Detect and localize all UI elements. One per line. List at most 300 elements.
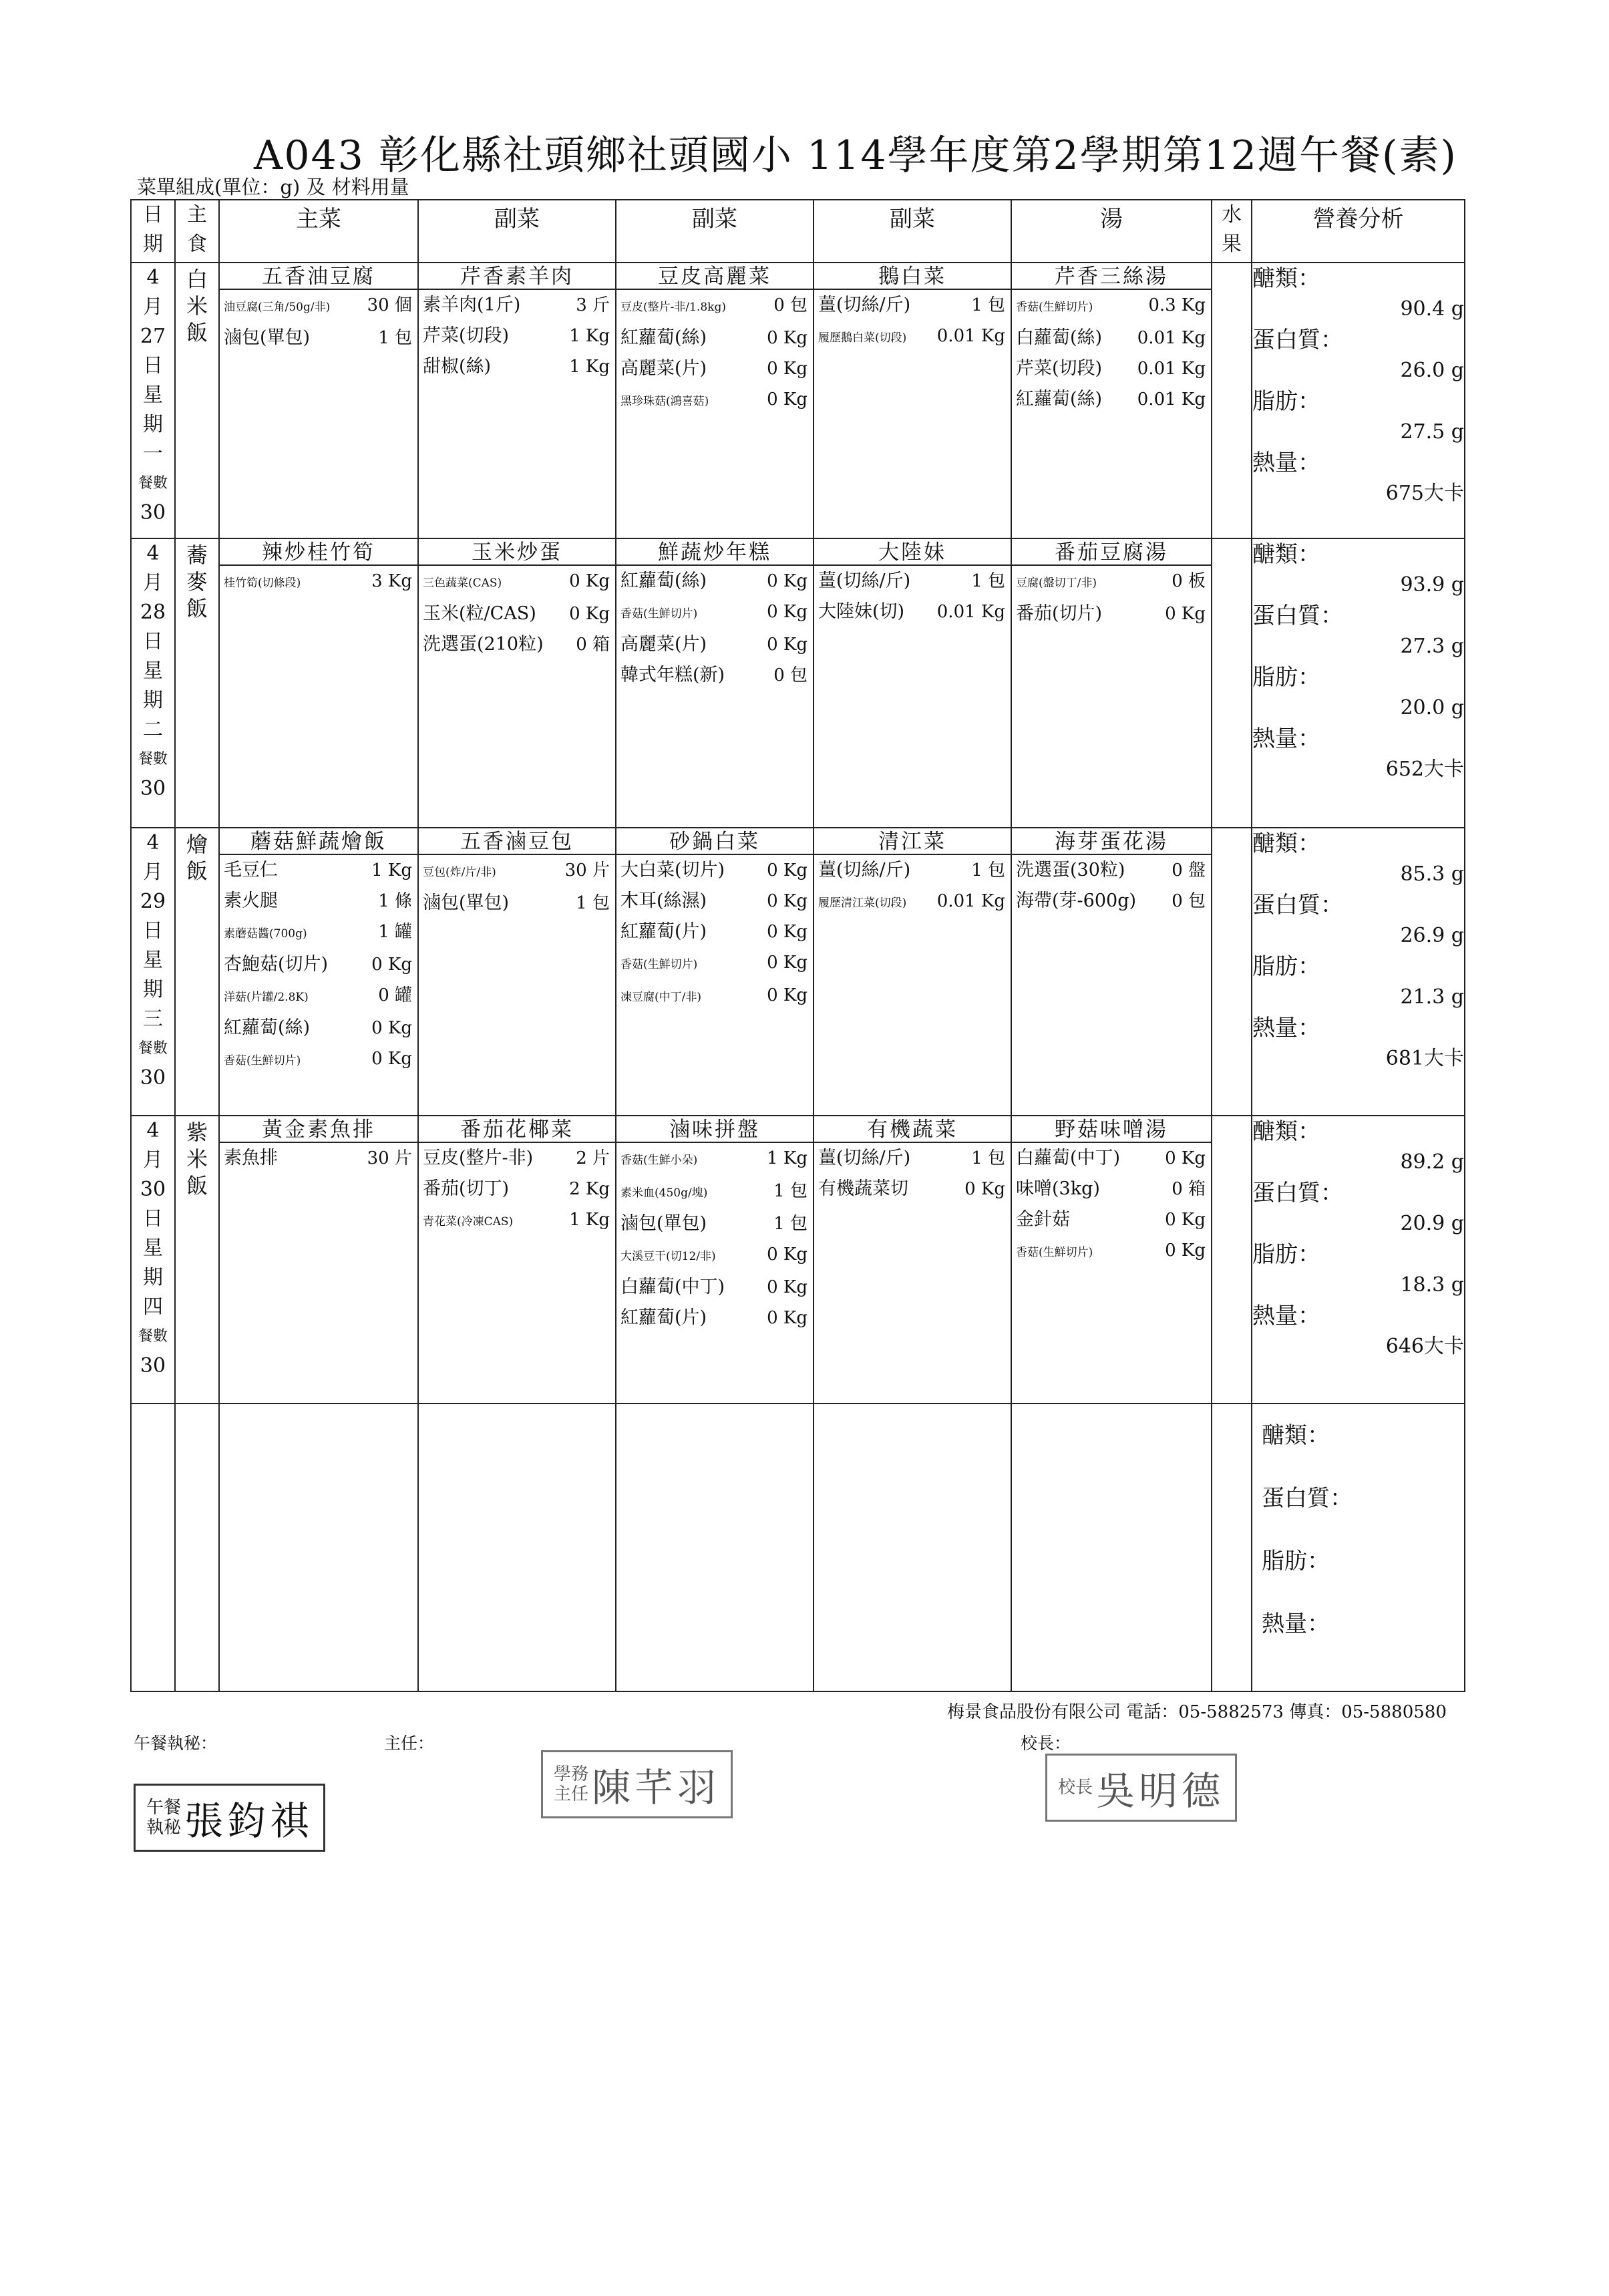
- ingredient-qty: 1 包: [971, 1148, 1005, 1169]
- ingredient-name: 高麗菜(片): [620, 358, 707, 379]
- fat-value: 20.0 g: [1400, 696, 1464, 720]
- ingredient-name: 大陸妹(切): [818, 601, 905, 623]
- ingredient-name: 紅蘿蔔(片): [620, 921, 707, 943]
- ingredient-qty: 1 包: [773, 1181, 808, 1202]
- ingredient-qty: 0 Kg: [767, 1245, 808, 1265]
- ingredient-name: 香菇(生鮮切片): [620, 607, 698, 621]
- meals-label: 餐數: [138, 1040, 168, 1057]
- ingredient-name: 豆包(炸/片/非): [423, 866, 496, 880]
- dish-cell: [219, 828, 418, 1116]
- ingredient-name: 甜椒(絲): [423, 356, 492, 377]
- ingredient-qty: 0 Kg: [767, 389, 808, 410]
- ingredient-row: [220, 886, 417, 917]
- ingredient-name: 履歷清江菜(切段): [818, 896, 907, 911]
- carbs-value: 93.9 g: [1400, 573, 1464, 597]
- staple-cell: [175, 538, 219, 828]
- ingredient-name: 香菇(生鮮切片): [1016, 301, 1093, 315]
- staple-char: 紫: [186, 1120, 208, 1146]
- day-row: [131, 538, 1465, 828]
- ingredient-name: 履歷鵝白菜(切段): [818, 331, 907, 345]
- date-char: 期: [143, 413, 163, 437]
- ingredient-name: 黑珍珠菇(鴻喜菇): [620, 395, 709, 409]
- ingredient-row: [419, 566, 615, 599]
- date-char: 三: [143, 1007, 163, 1031]
- ingredient-row: [220, 323, 417, 353]
- dish-name: 黃金素魚排: [220, 1116, 417, 1143]
- ingredient-qty: 0 Kg: [767, 1277, 808, 1298]
- ingredient-row: [1012, 566, 1211, 599]
- ingredient-qty: 1 Kg: [371, 860, 412, 881]
- ingredient-row: [814, 1174, 1011, 1204]
- ingredient-row: [814, 855, 1011, 886]
- date-char: 二: [143, 718, 163, 742]
- dish-name: 鵝白菜: [814, 263, 1011, 290]
- ingredient-row: [616, 629, 813, 660]
- ingredient-row: [814, 1143, 1011, 1174]
- ingredient-qty: 0 Kg: [371, 1049, 412, 1070]
- energy-value: 681大卡: [1385, 1047, 1464, 1071]
- dish-name: 砂鍋白菜: [616, 828, 813, 855]
- empty-cell: [1212, 1404, 1252, 1691]
- dish-cell: [418, 828, 616, 1116]
- meals-count: 30: [140, 777, 166, 801]
- ingredient-qty: 0 Kg: [767, 359, 808, 379]
- ingredient-name: 金針菇: [1016, 1209, 1070, 1231]
- fruit-cell: [1212, 538, 1252, 828]
- empty-cell: [1011, 1404, 1212, 1691]
- ingredient-qty: 3 斤: [576, 295, 610, 316]
- date-char: 日: [143, 1207, 163, 1231]
- ingredient-row: [1012, 384, 1211, 415]
- ingredient-qty: 0.3 Kg: [1148, 295, 1206, 316]
- ingredient-name: 滷包(單包): [620, 1213, 707, 1235]
- ingredient-qty: 1 罐: [378, 922, 412, 943]
- ingredient-qty: 0.01 Kg: [936, 891, 1005, 912]
- ingredient-qty: 0 Kg: [767, 891, 808, 912]
- protein-label: 蛋白質：: [1252, 603, 1343, 630]
- ingredient-row: [220, 917, 417, 949]
- empty-row: [131, 1404, 1465, 1691]
- principal-name: 吳明德: [1096, 1768, 1225, 1814]
- ingredient-name: 洗選蛋(30粒): [1016, 860, 1125, 881]
- dish-cell: [814, 538, 1011, 828]
- ingredient-name: 紅蘿蔔(絲): [620, 570, 707, 592]
- ingredient-row: [1012, 886, 1211, 917]
- ingredient-qty: 0 Kg: [767, 860, 808, 881]
- ingredient-row: [616, 1303, 813, 1333]
- energy-label: 熱量：: [1252, 1015, 1320, 1042]
- ingredient-row: [1012, 1143, 1211, 1174]
- dish-cell: [1011, 538, 1212, 828]
- dish-name: 五香油豆腐: [220, 263, 417, 290]
- ingredient-qty: 0 板: [1172, 571, 1206, 592]
- dish-name: 番茄豆腐湯: [1012, 539, 1211, 566]
- empty-cell: [814, 1404, 1011, 1691]
- ingredient-name: 素羊肉(1斤): [423, 295, 521, 316]
- ingredient-name: 油豆腐(三角/50g/非): [224, 301, 331, 315]
- date-char: 星: [143, 659, 163, 683]
- date-char: 一: [143, 442, 163, 466]
- ingredient-qty: 30 片: [367, 1148, 412, 1169]
- ingredient-row: [616, 855, 813, 886]
- menu-table: [130, 199, 1465, 1692]
- ingredient-name: 豆皮(整片-非): [423, 1148, 534, 1169]
- meals-label: 餐數: [138, 475, 168, 492]
- col-nutrition: 營養分析: [1252, 200, 1465, 263]
- meals-label: 餐數: [138, 1328, 168, 1345]
- ingredient-qty: 1 Kg: [569, 326, 610, 347]
- staple-cell: [175, 263, 219, 538]
- fat-label: 脂肪：: [1252, 388, 1320, 416]
- carbs-value: 89.2 g: [1400, 1150, 1464, 1174]
- date-char: 期: [143, 689, 163, 713]
- ingredient-qty: 0 Kg: [767, 602, 808, 623]
- staple-cell: [175, 828, 219, 1116]
- dish-cell: [814, 828, 1011, 1116]
- ingredient-qty: 1 包: [378, 328, 412, 349]
- energy-value: 675大卡: [1385, 482, 1464, 506]
- carbs-label: 醣類：: [1252, 1118, 1320, 1146]
- dish-name: 鮮蔬炒年糕: [616, 539, 813, 566]
- ingredient-qty: 0 Kg: [1165, 604, 1206, 625]
- company-info: 梅景食品股份有限公司 電話：05-5882573 傳真：05-5880580: [947, 1702, 1447, 1722]
- ingredient-qty: 3 Kg: [371, 571, 412, 592]
- ingredient-name: 桂竹筍(切條段): [224, 577, 301, 591]
- stamp-small-text: 學務: [554, 1764, 589, 1784]
- ingredient-row: [616, 1208, 813, 1239]
- dish-name: 大陸妹: [814, 539, 1011, 566]
- empty-cell: [175, 1404, 219, 1691]
- ingredient-row: [616, 947, 813, 980]
- fat-label: 脂肪：: [1252, 1241, 1320, 1269]
- ingredient-row: [616, 886, 813, 917]
- ingredient-qty: 1 包: [971, 295, 1005, 316]
- meals-label: 餐數: [138, 751, 168, 768]
- ingredient-row: [220, 566, 417, 599]
- dish-cell: [616, 538, 814, 828]
- fruit-cell: [1212, 828, 1252, 1116]
- meals-count: 30: [140, 1066, 166, 1090]
- ingredient-row: [1012, 290, 1211, 323]
- col-soup: 湯: [1011, 200, 1212, 263]
- ingredient-name: 素魚排: [224, 1148, 278, 1169]
- stamp-small-text: 校長: [1058, 1778, 1093, 1798]
- date-char: 星: [143, 949, 163, 973]
- ingredient-name: 豆腐(盤切丁/非): [1016, 577, 1097, 591]
- dish-cell: [616, 828, 814, 1116]
- protein-label: 蛋白質：: [1262, 1485, 1353, 1512]
- nutrition-cell: [1252, 828, 1465, 1116]
- dish-name: 海芽蛋花湯: [1012, 828, 1211, 855]
- carbs-label: 醣類：: [1252, 265, 1320, 293]
- protein-label: 蛋白質：: [1252, 892, 1343, 919]
- carbs-label: 醣類：: [1252, 541, 1320, 568]
- principal-label: 校長：: [1021, 1734, 1071, 1753]
- staple-char: 米: [186, 1146, 208, 1172]
- ingredient-name: 海帶(芽-600g): [1016, 890, 1137, 912]
- ingredient-name: 毛豆仁: [224, 860, 278, 881]
- staple-char: 蕎: [186, 542, 208, 568]
- date-char: 星: [143, 1237, 163, 1261]
- fat-label: 脂肪：: [1262, 1548, 1330, 1575]
- day-row: [131, 1116, 1465, 1404]
- date-cell: [131, 538, 175, 828]
- dish-name: 辣炒桂竹筍: [220, 539, 417, 566]
- dish-cell: [219, 538, 418, 828]
- ingredient-row: [1012, 1204, 1211, 1235]
- dish-cell: [616, 263, 814, 538]
- ingredient-row: [419, 599, 615, 629]
- ingredient-qty: 1 包: [576, 893, 610, 914]
- date-char: 28: [140, 601, 166, 625]
- ingredient-name: 番茄(切片): [1016, 603, 1103, 625]
- protein-value: 26.9 g: [1400, 924, 1464, 948]
- dish-name: 番茄花椰菜: [419, 1116, 615, 1143]
- nutrition-cell: [1252, 1116, 1465, 1404]
- col-side3: 副菜: [814, 200, 1011, 263]
- ingredient-qty: 0 Kg: [1165, 1210, 1206, 1231]
- date-char: 月: [143, 860, 163, 884]
- ingredient-qty: 0 箱: [576, 635, 610, 655]
- col-staple: 主 食: [175, 200, 219, 263]
- ingredient-name: 大溪豆干(切12/非): [620, 1250, 716, 1264]
- dish-cell: [219, 263, 418, 538]
- ingredient-row: [220, 1013, 417, 1043]
- staple-char: 米: [186, 293, 208, 319]
- ingredient-qty: 0 Kg: [767, 1308, 808, 1329]
- dish-cell: [814, 1116, 1011, 1404]
- carbs-value: 85.3 g: [1400, 862, 1464, 886]
- ingredient-row: [814, 566, 1011, 597]
- ingredient-qty: 1 Kg: [569, 357, 610, 377]
- dish-name: 蘑菇鮮蔬燴飯: [220, 828, 417, 855]
- meals-count: 30: [140, 1354, 166, 1378]
- ingredient-row: [220, 855, 417, 886]
- stamp-small-text: 午餐: [146, 1798, 182, 1818]
- energy-label: 熱量：: [1252, 450, 1320, 477]
- ingredient-row: [814, 597, 1011, 627]
- date-char: 月: [143, 571, 163, 595]
- ingredient-row: [814, 290, 1011, 321]
- ingredient-name: 香菇(生鮮切片): [620, 958, 698, 972]
- protein-value: 26.0 g: [1400, 359, 1464, 383]
- ingredient-name: 紅蘿蔔(絲): [620, 327, 707, 349]
- energy-label: 熱量：: [1252, 725, 1320, 753]
- carbs-label: 醣類：: [1262, 1422, 1330, 1450]
- ingredient-qty: 0 Kg: [569, 571, 610, 592]
- date-char: 星: [143, 383, 163, 407]
- ingredient-row: [1012, 1174, 1211, 1204]
- ingredient-qty: 1 包: [971, 571, 1005, 592]
- ingredient-qty: 0 包: [773, 665, 808, 686]
- date-char: 日: [143, 919, 163, 943]
- secretary-stamp: [134, 1784, 325, 1852]
- ingredient-row: [616, 1272, 813, 1303]
- ingredient-row: [814, 886, 1011, 919]
- ingredient-qty: 0 Kg: [1165, 1241, 1206, 1261]
- ingredient-name: 豆皮(整片-非/1.8kg): [620, 301, 726, 315]
- staple-char: 燴: [186, 832, 208, 858]
- ingredient-name: 素蘑菇醬(700g): [224, 927, 307, 941]
- energy-value: 652大卡: [1385, 758, 1464, 782]
- ingredient-name: 薑(切絲/斤): [818, 570, 911, 592]
- ingredient-row: [419, 1143, 615, 1174]
- date-char: 30: [140, 1178, 166, 1202]
- ingredient-row: [616, 1239, 813, 1272]
- ingredient-qty: 0 Kg: [767, 635, 808, 655]
- dish-name: 清江菜: [814, 828, 1011, 855]
- date-char: 四: [143, 1295, 163, 1319]
- ingredient-name: 木耳(絲濕): [620, 890, 707, 912]
- ingredient-qty: 0 Kg: [964, 1179, 1005, 1200]
- ingredient-row: [220, 980, 417, 1013]
- ingredient-row: [1012, 1235, 1211, 1268]
- meals-count: 30: [140, 501, 166, 525]
- ingredient-name: 玉米(粒/CAS): [423, 603, 536, 625]
- ingredient-name: 大白菜(切片): [620, 860, 725, 881]
- col-side1: 副菜: [418, 200, 616, 263]
- ingredient-name: 白蘿蔔(中丁): [620, 1277, 725, 1298]
- date-char: 日: [143, 630, 163, 654]
- date-cell: [131, 1116, 175, 1404]
- date-char: 月: [143, 1148, 163, 1172]
- ingredient-row: [220, 290, 417, 323]
- energy-label: 熱量：: [1252, 1303, 1320, 1330]
- ingredient-qty: 1 Kg: [569, 1210, 610, 1231]
- dish-name: 玉米炒蛋: [419, 539, 615, 566]
- ingredient-name: 香菇(生鮮小朵): [620, 1154, 698, 1168]
- ingredient-qty: 0.01 Kg: [936, 326, 1005, 347]
- ingredient-qty: 0.01 Kg: [1137, 359, 1206, 379]
- ingredient-qty: 0.01 Kg: [1137, 389, 1206, 410]
- ingredient-row: [419, 855, 615, 888]
- dish-name: 五香滷豆包: [419, 828, 615, 855]
- dish-cell: [418, 263, 616, 538]
- date-cell: [131, 263, 175, 538]
- ingredient-row: [419, 888, 615, 919]
- ingredient-name: 素火腿: [224, 890, 278, 912]
- ingredient-qty: 0 Kg: [371, 955, 412, 975]
- ingredient-qty: 2 片: [576, 1148, 610, 1169]
- ingredient-name: 杏鮑菇(切片): [224, 954, 329, 975]
- staple-char: 飯: [186, 596, 208, 622]
- ingredient-row: [419, 629, 615, 660]
- ingredient-qty: 1 包: [971, 860, 1005, 881]
- fruit-cell: [1212, 263, 1252, 538]
- dish-name: 芹香素羊肉: [419, 263, 615, 290]
- ingredient-row: [419, 1204, 615, 1237]
- date-char: 日: [143, 354, 163, 378]
- ingredient-row: [1012, 855, 1211, 886]
- date-char: 月: [143, 295, 163, 319]
- date-char: 27: [140, 325, 166, 349]
- date-char: 期: [143, 978, 163, 1002]
- col-main: 主菜: [219, 200, 418, 263]
- ingredient-qty: 0 包: [1172, 891, 1206, 912]
- carbs-label: 醣類：: [1252, 830, 1320, 858]
- ingredient-name: 芹菜(切段): [423, 325, 510, 347]
- ingredient-row: [1012, 353, 1211, 384]
- date-char: 4: [146, 266, 160, 290]
- col-date: 日 期: [131, 200, 175, 263]
- ingredient-name: 薑(切絲/斤): [818, 1148, 911, 1169]
- fat-label: 脂肪：: [1252, 953, 1320, 981]
- ingredient-name: 洗選蛋(210粒): [423, 634, 544, 655]
- fat-value: 21.3 g: [1400, 985, 1464, 1009]
- dish-name: 野菇味噌湯: [1012, 1116, 1211, 1143]
- ingredient-qty: 0 箱: [1172, 1179, 1206, 1200]
- ingredient-qty: 0 盤: [1172, 860, 1206, 881]
- staple-char: 飯: [186, 320, 208, 346]
- director-label: 主任：: [384, 1734, 435, 1753]
- ingredient-qty: 0 Kg: [569, 604, 610, 625]
- dish-cell: [814, 263, 1011, 538]
- fruit-cell: [1212, 1116, 1252, 1404]
- ingredient-name: 紅蘿蔔(絲): [224, 1017, 311, 1039]
- dish-name: 豆皮高麗菜: [616, 263, 813, 290]
- ingredient-row: [1012, 323, 1211, 353]
- ingredient-row: [616, 566, 813, 597]
- date-cell: [131, 828, 175, 1116]
- header-row: [131, 200, 1465, 263]
- empty-nutrition-cell: [1252, 1404, 1465, 1691]
- ingredient-name: 三色蔬菜(CAS): [423, 577, 502, 591]
- ingredient-qty: 1 Kg: [767, 1148, 808, 1169]
- ingredient-name: 滷包(單包): [224, 327, 311, 349]
- ingredient-name: 高麗菜(片): [620, 634, 707, 655]
- ingredient-row: [616, 660, 813, 691]
- ingredient-row: [419, 290, 615, 321]
- staple-char: 飯: [186, 858, 208, 884]
- ingredient-row: [220, 949, 417, 980]
- ingredient-row: [419, 351, 615, 382]
- ingredient-row: [616, 353, 813, 384]
- ingredient-name: 白蘿蔔(絲): [1016, 327, 1103, 349]
- ingredient-row: [616, 384, 813, 417]
- dish-cell: [418, 538, 616, 828]
- col-side2: 副菜: [616, 200, 814, 263]
- carbs-value: 90.4 g: [1400, 297, 1464, 321]
- ingredient-name: 香菇(生鮮切片): [1016, 1246, 1093, 1260]
- ingredient-qty: 0.01 Kg: [1137, 328, 1206, 349]
- col-fruit: 水 果: [1212, 200, 1252, 263]
- dish-cell: [1011, 1116, 1212, 1404]
- director-name: 陳芊羽: [592, 1765, 721, 1810]
- staple-char: 白: [186, 267, 208, 293]
- ingredient-name: 香菇(生鮮切片): [224, 1054, 301, 1068]
- fat-value: 18.3 g: [1400, 1273, 1464, 1297]
- date-char: 4: [146, 831, 160, 855]
- ingredient-name: 薑(切絲/斤): [818, 860, 911, 881]
- empty-cell: [418, 1404, 616, 1691]
- ingredient-row: [616, 290, 813, 323]
- page-subtitle: 菜單組成(單位：g) 及 材料用量: [137, 176, 409, 198]
- ingredient-qty: 0 Kg: [767, 571, 808, 592]
- ingredient-name: 紅蘿蔔(片): [620, 1307, 707, 1329]
- dish-cell: [418, 1116, 616, 1404]
- ingredient-row: [814, 321, 1011, 353]
- dish-cell: [616, 1116, 814, 1404]
- ingredient-qty: 1 條: [378, 891, 412, 912]
- ingredient-name: 番茄(切丁): [423, 1178, 510, 1200]
- protein-label: 蛋白質：: [1252, 327, 1343, 354]
- ingredient-row: [616, 1176, 813, 1208]
- empty-cell: [219, 1404, 418, 1691]
- ingredient-qty: 0 Kg: [767, 328, 808, 349]
- ingredient-qty: 0 Kg: [767, 985, 808, 1006]
- protein-label: 蛋白質：: [1252, 1180, 1343, 1207]
- stamp-small-text: 主任: [554, 1784, 589, 1804]
